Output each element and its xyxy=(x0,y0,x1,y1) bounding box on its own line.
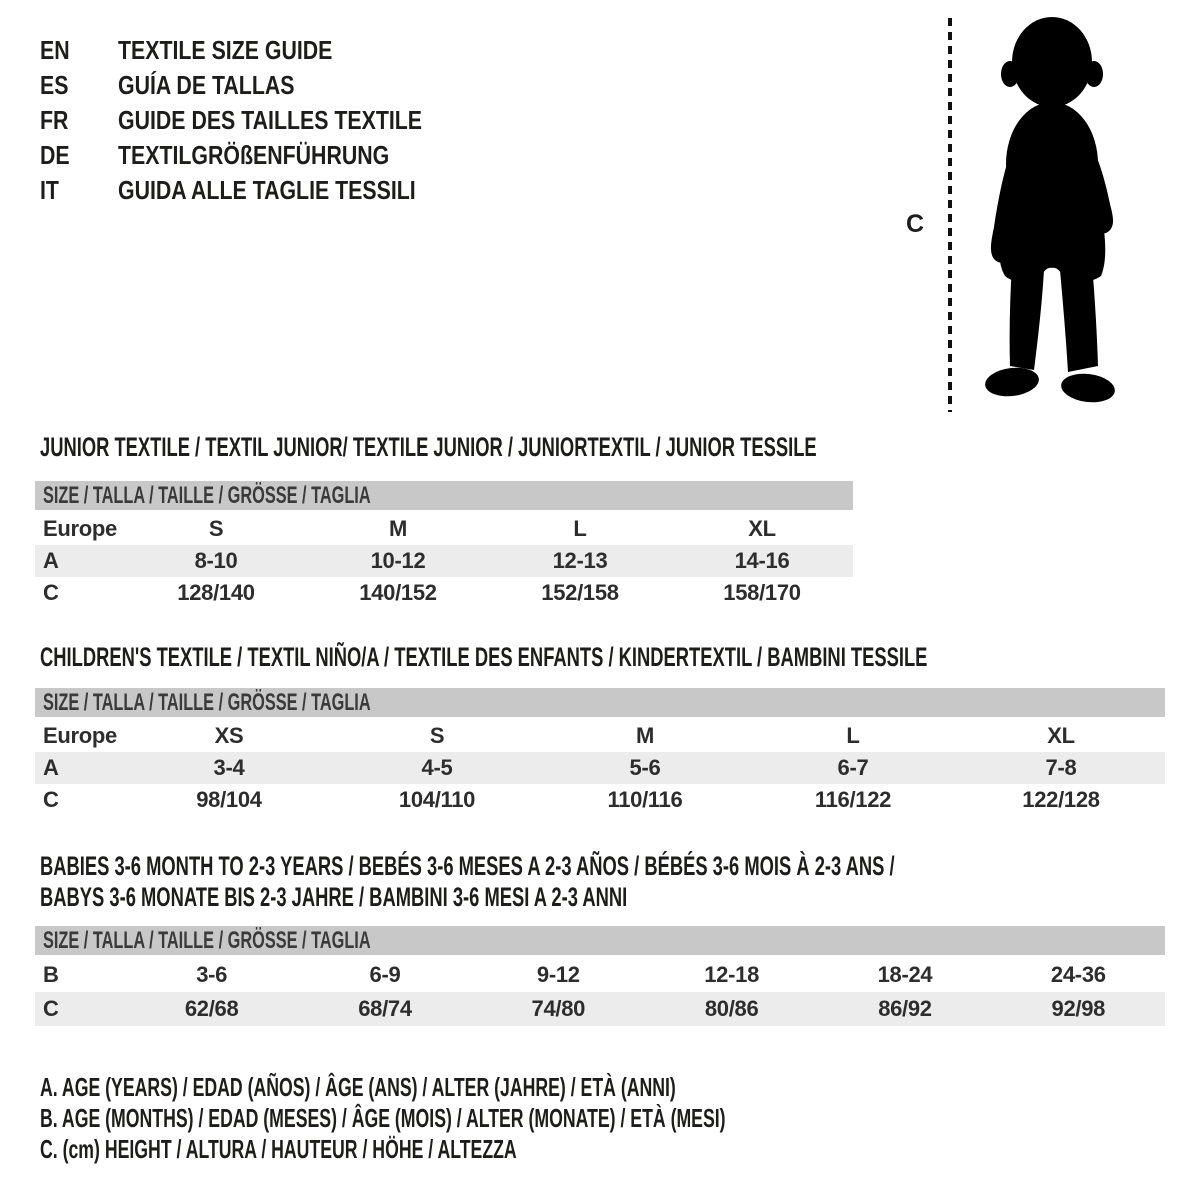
size-header-bar: SIZE / TALLA / TAILLE / GRÖSSE / TAGLIA xyxy=(35,688,1165,717)
size-cell: XL xyxy=(1047,723,1075,748)
size-cell: M xyxy=(635,723,655,748)
row-label: C xyxy=(35,992,125,1026)
row-label: A xyxy=(35,545,125,577)
size-cell: 3-6 xyxy=(196,962,228,987)
language-label: GUÍA DE TALLAS xyxy=(118,70,295,100)
language-label: TEXTILGRÖßENFÜHRUNG xyxy=(118,140,390,170)
size-cell: 116/122 xyxy=(814,787,892,812)
table-row xyxy=(35,720,1165,752)
size-cell: M xyxy=(388,516,408,541)
table-row xyxy=(35,513,853,545)
junior-size-table xyxy=(35,481,853,609)
size-cell: 128/140 xyxy=(177,580,255,605)
size-cell: 7-8 xyxy=(957,752,1165,784)
babies-size-table xyxy=(35,926,1165,1026)
babies-textile-title xyxy=(40,851,1200,913)
table-row xyxy=(35,545,853,577)
row-label: Europe xyxy=(43,723,117,748)
junior-textile-title: JUNIOR TEXTILE / TEXTIL JUNIOR/ TEXTILE JUNIOR / JUNIORTEXTIL / JUNIOR TESSILE xyxy=(40,432,817,462)
size-cell: 80/86 xyxy=(645,992,818,1026)
size-cell: 104/110 xyxy=(398,787,476,812)
size-cell: 152/158 xyxy=(541,580,619,605)
babies-title-line-2: BABYS 3-6 MONATE BIS 2-3 JAHRE / BAMBINI 3-6 MESI A 2-3 ANNI xyxy=(40,882,628,912)
size-cell: 68/74 xyxy=(298,992,471,1026)
row-label: B xyxy=(43,962,59,987)
size-cell: 6-7 xyxy=(749,752,957,784)
size-cell: 158/170 xyxy=(723,580,801,605)
row-label: A xyxy=(35,752,125,784)
legend-line: C. (cm) HEIGHT / ALTURA / HAUTEUR / HÖHE / ALTEZZA xyxy=(40,1134,517,1164)
size-cell: XS xyxy=(214,723,244,748)
language-code: IT xyxy=(40,175,59,205)
size-header-bar: SIZE / TALLA / TAILLE / GRÖSSE / TAGLIA xyxy=(35,481,853,510)
size-cell: 92/98 xyxy=(992,992,1165,1026)
language-code: FR xyxy=(40,105,69,135)
size-cell: 4-5 xyxy=(333,752,541,784)
size-cell: 86/92 xyxy=(818,992,991,1026)
language-row xyxy=(40,138,489,173)
legend-line: A. AGE (YEARS) / EDAD (AÑOS) / ÂGE (ANS) / ALTER (JAHRE) / ETÀ (ANNI) xyxy=(40,1072,676,1102)
size-cell: 6-9 xyxy=(369,962,401,987)
size-cell: 122/128 xyxy=(1022,787,1100,812)
size-cell: 24-36 xyxy=(1050,962,1106,987)
size-cell: L xyxy=(573,516,587,541)
height-measure-letter: C xyxy=(905,210,925,238)
childrens-size-table xyxy=(35,688,1165,816)
legend-line: B. AGE (MONTHS) / EDAD (MESES) / ÂGE (MOIS) / ALTER (MONATE) / ETÀ (MESI) xyxy=(40,1103,726,1133)
row-label: C xyxy=(43,580,59,605)
size-cell: 12-18 xyxy=(704,962,760,987)
table-row xyxy=(35,992,1165,1026)
toddler-silhouette xyxy=(983,17,1116,405)
language-code: ES xyxy=(40,70,69,100)
size-cell: 5-6 xyxy=(541,752,749,784)
table-row xyxy=(35,577,853,609)
language-row xyxy=(40,33,489,68)
size-cell: 18-24 xyxy=(877,962,933,987)
size-cell: 3-4 xyxy=(125,752,333,784)
size-header-bar: SIZE / TALLA / TAILLE / GRÖSSE / TAGLIA xyxy=(35,926,1165,955)
language-row xyxy=(40,68,489,103)
row-label: C xyxy=(43,787,59,812)
size-cell: 9-12 xyxy=(536,962,580,987)
childrens-textile-title: CHILDREN'S TEXTILE / TEXTIL NIÑO/A / TEXTILE DES ENFANTS / KINDERTEXTIL / BAMBINI TESSILE xyxy=(40,642,928,672)
table-row xyxy=(35,752,1165,784)
row-label: Europe xyxy=(43,516,117,541)
size-cell: 10-12 xyxy=(307,545,489,577)
size-cell: 98/104 xyxy=(196,787,262,812)
babies-title-line-1: BABIES 3-6 MONTH TO 2-3 YEARS / BEBÉS 3-6 MESES A 2-3 AÑOS / BÉBÉS 3-6 MOIS À 2-3 ANS / xyxy=(40,851,895,881)
language-row xyxy=(40,103,489,138)
table-row xyxy=(35,958,1165,992)
legend xyxy=(40,1072,1048,1165)
size-cell: 8-10 xyxy=(125,545,307,577)
size-cell: XL xyxy=(748,516,776,541)
toddler-silhouette-icon xyxy=(940,12,1140,416)
size-cell: 140/152 xyxy=(359,580,437,605)
size-cell: 14-16 xyxy=(671,545,853,577)
size-cell: S xyxy=(208,516,224,541)
size-cell: 110/116 xyxy=(607,787,683,812)
language-label: GUIDA ALLE TAGLIE TESSILI xyxy=(118,175,416,205)
language-label: TEXTILE SIZE GUIDE xyxy=(118,35,333,65)
size-cell: L xyxy=(846,723,860,748)
language-code: DE xyxy=(40,140,70,170)
size-cell: 74/80 xyxy=(472,992,645,1026)
size-cell: 62/68 xyxy=(125,992,298,1026)
size-cell: 12-13 xyxy=(489,545,671,577)
table-row xyxy=(35,784,1165,816)
size-cell: S xyxy=(429,723,445,748)
language-code: EN xyxy=(40,35,70,65)
language-list xyxy=(40,33,489,208)
language-row xyxy=(40,173,489,208)
language-label: GUIDE DES TAILLES TEXTILE xyxy=(118,105,423,135)
